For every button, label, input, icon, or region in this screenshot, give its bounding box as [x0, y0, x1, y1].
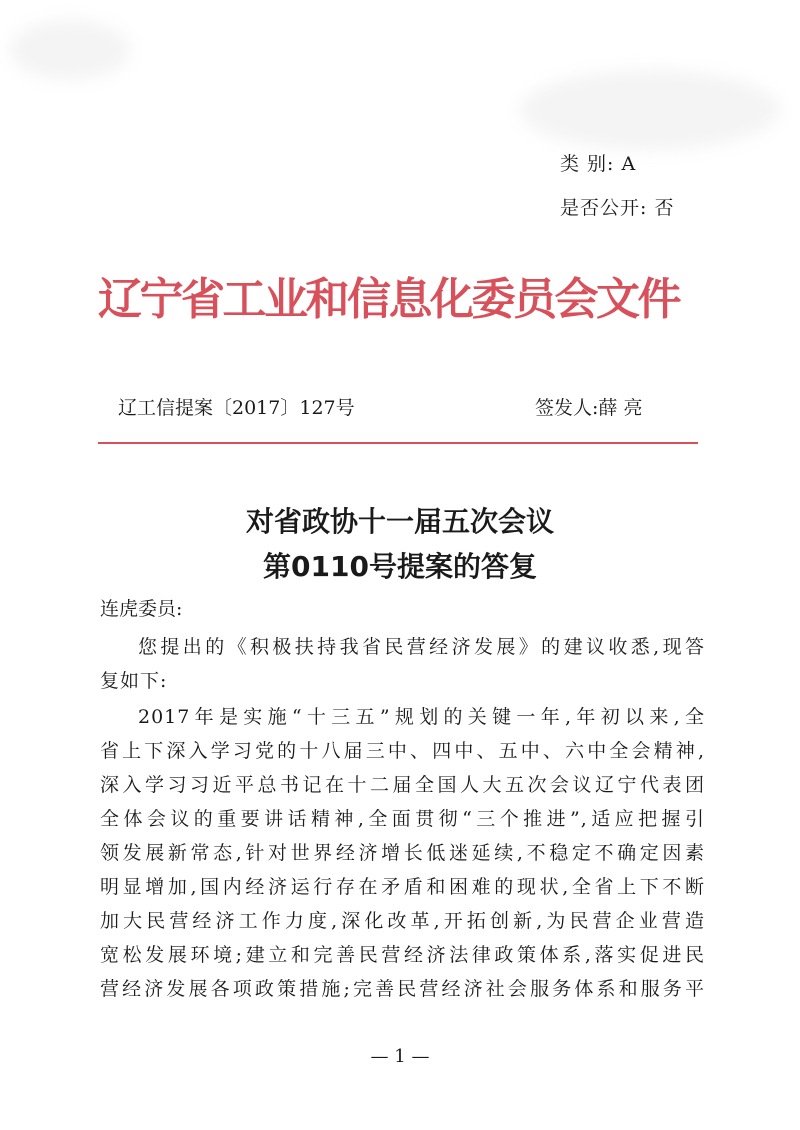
paragraph-line: 深入学习习近平总书记在十二届全国人大五次会议辽宁代表团: [100, 774, 705, 796]
paragraph-line: 2017年是实施“十三五”规划的关键一年,年初以来,全: [138, 706, 705, 728]
headline-line-1: 对省政协十一届五次会议: [245, 505, 554, 538]
doc-number: 辽工信提案〔2017〕127号: [118, 397, 355, 419]
public-value: 否: [654, 197, 675, 219]
category-value: A: [621, 153, 637, 175]
paragraph-line: 省上下深入学习党的十八届三中、四中、五中、六中全会精神,: [100, 740, 705, 762]
public-label: 是否公开:: [560, 197, 648, 219]
paragraph-line: 宽松发展环境;建立和完善民营经济法律政策体系,落实促进民: [100, 944, 705, 966]
paragraph-line: 营经济发展各项政策措施;完善民营经济社会服务体系和服务平: [100, 978, 705, 1000]
category-line: [560, 152, 636, 176]
paragraph-line: 加大民营经济工作力度,深化改革,开拓创新,为民营企业营造: [100, 910, 705, 932]
category-label: 类 别:: [560, 153, 615, 175]
paragraph-1: [100, 630, 705, 698]
paragraph-line: 全体会议的重要讲话精神,全面贯彻“三个推进”,适应把握引: [100, 808, 705, 830]
page-number: — 1 —: [370, 1046, 430, 1067]
paragraph-line: 复如下:: [100, 670, 168, 692]
red-divider: [98, 442, 698, 444]
paragraph-2: [100, 700, 705, 1006]
signer: 签发人:薛 亮: [535, 397, 643, 419]
scan-smudge: [10, 20, 130, 80]
public-line: [560, 196, 674, 220]
paragraph-line: 明显增加,国内经济运行存在矛盾和困难的现状,全省上下不断: [100, 876, 705, 898]
paragraph-line: 领发展新常态,针对世界经济增长低迷延续,不稳定不确定因素: [100, 842, 705, 864]
org-title: 辽宁省工业和信息化委员会文件: [98, 274, 679, 325]
headline-line-2: 第0110号提案的答复: [263, 550, 537, 583]
paragraph-line: 您提出的《积极扶持我省民营经济发展》的建议收悉,现答: [138, 636, 705, 658]
scan-smudge: [520, 70, 780, 150]
addressee: 连虎委员:: [100, 598, 183, 620]
